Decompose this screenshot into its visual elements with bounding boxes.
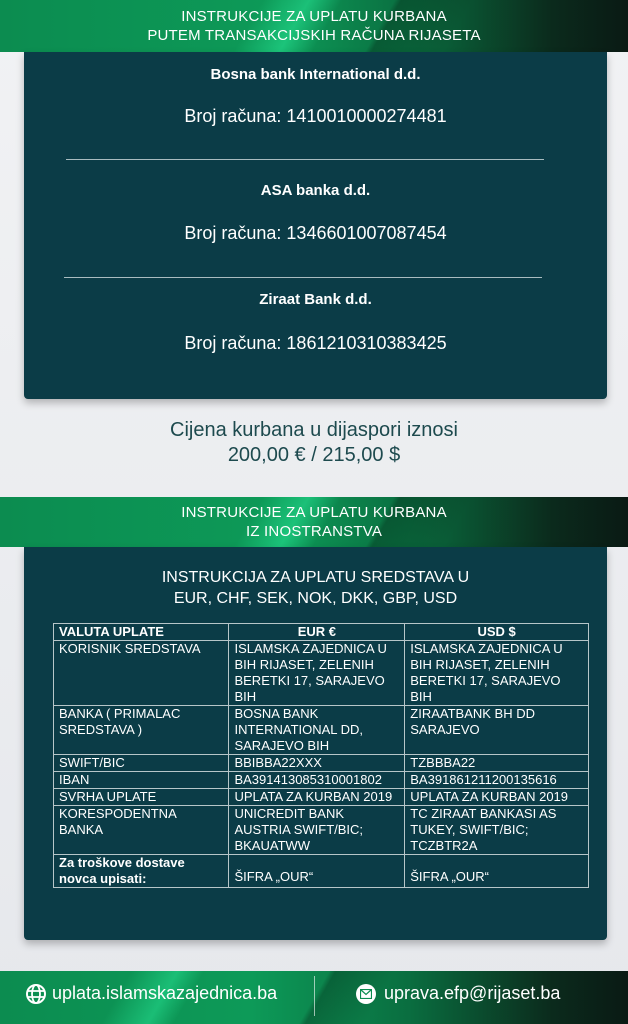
usd-value: ZIRAATBANK BH DD SARAJEVO: [405, 706, 589, 755]
eur-value: ISLAMSKA ZAJEDNICA U BIH RIJASET, ZELENIH BERETKI 17, SARAJEVO BIH: [229, 641, 405, 706]
mail-icon: [356, 984, 376, 1004]
footer: [0, 971, 628, 1024]
bank-name: Bosna bank International d.d.: [210, 66, 421, 83]
row-label: KORISNIK SREDSTAVA: [54, 641, 229, 706]
table-row: [54, 641, 589, 706]
header-banner-domestic: [0, 0, 628, 52]
row-label: BANKA ( PRIMALAC SREDSTAVA ): [54, 706, 229, 755]
website-text[interactable]: uplata.islamskazajednica.ba: [52, 983, 278, 1003]
row-label: SWIFT/BIC: [54, 755, 229, 772]
table-row: [54, 789, 589, 806]
globe-icon: [26, 984, 46, 1004]
table-row: [54, 806, 589, 855]
table-row: [54, 706, 589, 755]
table-row: [54, 772, 589, 789]
banner-title-line2: IZ INOSTRANSTVA: [245, 523, 383, 540]
table-row: [54, 855, 589, 888]
price-value: 200,00 € / 215,00 $: [227, 444, 401, 466]
price-info: [0, 418, 628, 468]
divider: [64, 277, 542, 278]
eur-value: UPLATA ZA KURBAN 2019: [229, 789, 405, 806]
table-header-row: [54, 624, 589, 641]
website-link[interactable]: [26, 983, 277, 1004]
banner-title-line1: INSTRUKCIJE ZA UPLATU KURBANA: [181, 8, 447, 25]
row-label: IBAN: [54, 772, 229, 789]
usd-value: ŠIFRA „OUR“: [405, 855, 589, 888]
email-link[interactable]: [356, 983, 560, 1004]
instructions-title-line1: INSTRUKCIJA ZA UPLATU SREDSTAVA U: [161, 569, 470, 586]
account-number: Broj računa: 1346601007087454: [184, 223, 447, 243]
eur-value: BBIBBA22XXX: [229, 755, 405, 772]
row-label: KORESPODENTNA BANKA: [54, 806, 229, 855]
email-text[interactable]: uprava.efp@rijaset.ba: [384, 983, 561, 1003]
eur-value: BA391413085310001802: [229, 772, 405, 789]
usd-value: ISLAMSKA ZAJEDNICA U BIH RIJASET, ZELENIH BERETKI 17, SARAJEVO BIH: [405, 641, 589, 706]
bank-name: Ziraat Bank d.d.: [259, 291, 372, 308]
usd-value: UPLATA ZA KURBAN 2019: [405, 789, 589, 806]
usd-value: TC ZIRAAT BANKASI AS TUKEY, SWIFT/BIC; TCZBTR2A: [405, 806, 589, 855]
column-header: USD $: [405, 624, 589, 641]
instructions-table: [53, 623, 589, 888]
usd-value: TZBBBA22: [405, 755, 589, 772]
price-label: Cijena kurbana u dijaspori iznosi: [170, 419, 458, 441]
eur-value: ŠIFRA „OUR“: [229, 855, 405, 888]
account-number: Broj računa: 1410010000274481: [184, 106, 447, 126]
bank-name: ASA banka d.d.: [260, 182, 371, 199]
bank-accounts-card: [24, 52, 607, 399]
column-header: VALUTA UPLATE: [54, 624, 229, 641]
banner-title-line2: PUTEM TRANSAKCIJSKIH RAČUNA RIJASETA: [147, 27, 481, 44]
instructions-title-line2: EUR, CHF, SEK, NOK, DKK, GBP, USD: [173, 590, 458, 607]
row-label: Za troškove dostave novca upisati:: [54, 855, 229, 888]
row-label: SVRHA UPLATE: [54, 789, 229, 806]
header-banner-foreign: [0, 497, 628, 547]
foreign-instructions-card: [24, 547, 607, 940]
eur-value: BOSNA BANK INTERNATIONAL DD, SARAJEVO BIH: [229, 706, 405, 755]
instructions-title: [24, 567, 607, 609]
banner-title-line1: INSTRUKCIJE ZA UPLATU KURBANA: [181, 504, 447, 521]
footer-separator: [314, 976, 315, 1016]
usd-value: BA391861211200135616: [405, 772, 589, 789]
eur-value: UNICREDIT BANK AUSTRIA SWIFT/BIC; BKAUATWW: [229, 806, 405, 855]
table-row: [54, 755, 589, 772]
account-number: Broj računa: 1861210310383425: [184, 333, 447, 353]
divider: [66, 159, 544, 160]
column-header: EUR €: [229, 624, 405, 641]
